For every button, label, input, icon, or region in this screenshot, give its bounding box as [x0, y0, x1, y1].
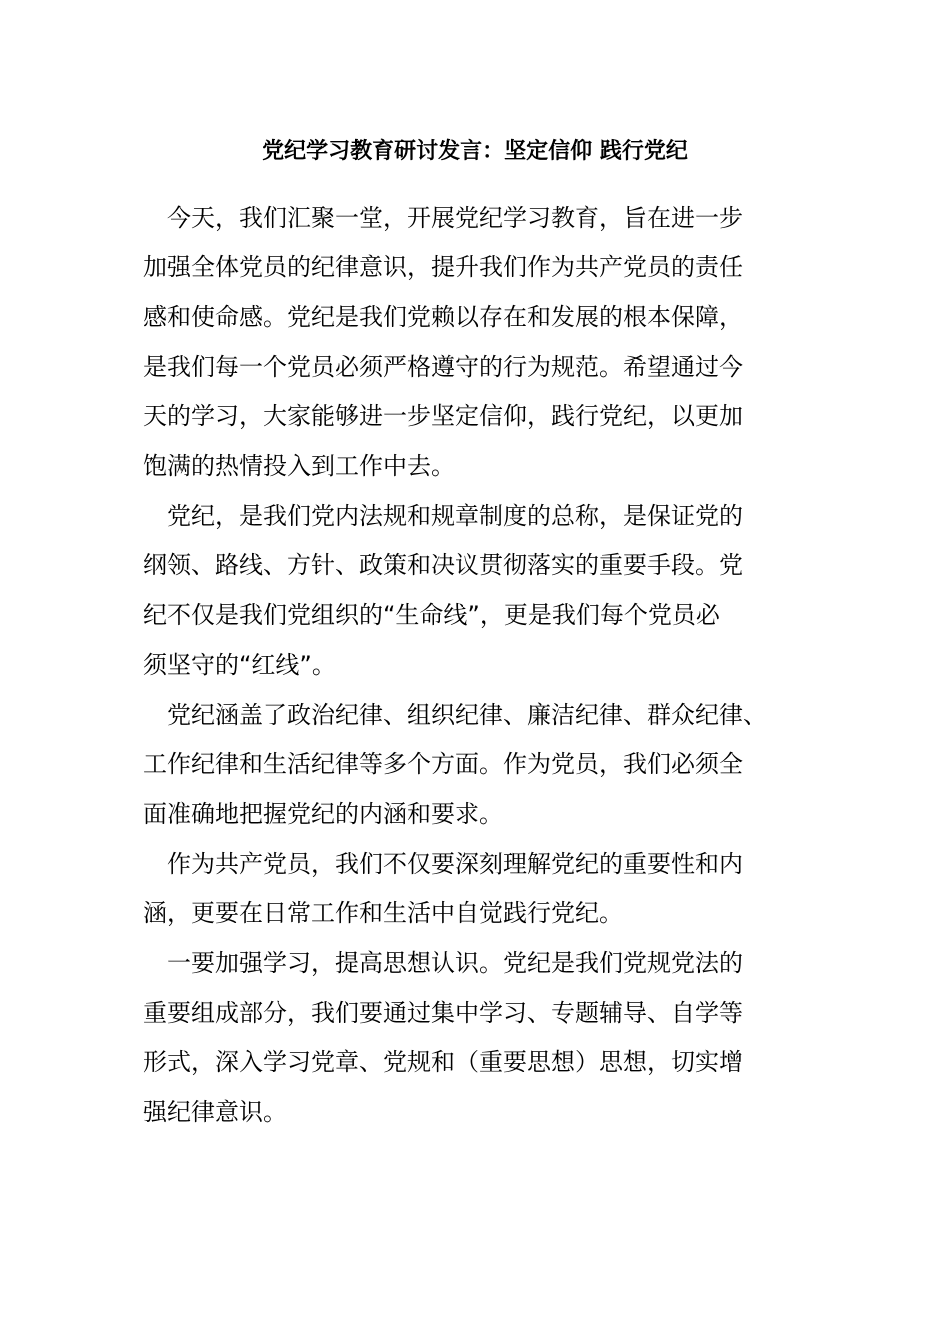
body-line: 重要组成部分，我们要通过集中学习、专题辅导、自学等	[143, 999, 743, 1027]
body-line: 感和使命感。党纪是我们党赖以存在和发展的根本保障，	[143, 303, 743, 331]
body-line: 面准确地把握党纪的内涵和要求。	[143, 800, 503, 828]
body-line: 作为共产党员，我们不仅要深刻理解党纪的重要性和内	[143, 850, 743, 878]
body-line: 涵，更要在日常工作和生活中自觉践行党纪。	[143, 899, 623, 927]
document-title: 党纪学习教育研讨发言：坚定信仰 践行党纪	[262, 139, 688, 164]
body-line: 加强全体党员的纪律意识，提升我们作为共产党员的责任	[143, 253, 743, 281]
body-line: 党纪，是我们党内法规和规章制度的总称，是保证党的	[143, 502, 743, 530]
body-line: 天的学习，大家能够进一步坚定信仰，践行党纪，以更加	[143, 402, 743, 430]
body-line: 须坚守的“红线”。	[143, 651, 336, 679]
body-line: 党纪涵盖了政治纪律、组织纪律、廉洁纪律、群众纪律、	[143, 701, 767, 729]
body-line: 纪不仅是我们党组织的“生命线”，更是我们每个党员必	[143, 601, 720, 629]
body-line: 饱满的热情投入到工作中去。	[143, 452, 455, 480]
body-line: 强纪律意识。	[143, 1098, 287, 1126]
body-line: 是我们每一个党员必须严格遵守的行为规范。希望通过今	[143, 353, 743, 381]
body-line: 形式，深入学习党章、党规和（重要思想）思想，切实增	[143, 1048, 743, 1076]
body-line: 工作纪律和生活纪律等多个方面。作为党员，我们必须全	[143, 750, 743, 778]
body-line: 纲领、路线、方针、政策和决议贯彻落实的重要手段。党	[143, 551, 743, 579]
body-line: 今天，我们汇聚一堂，开展党纪学习教育，旨在进一步	[143, 204, 743, 232]
body-line: 一要加强学习，提高思想认识。党纪是我们党规党法的	[143, 949, 743, 977]
